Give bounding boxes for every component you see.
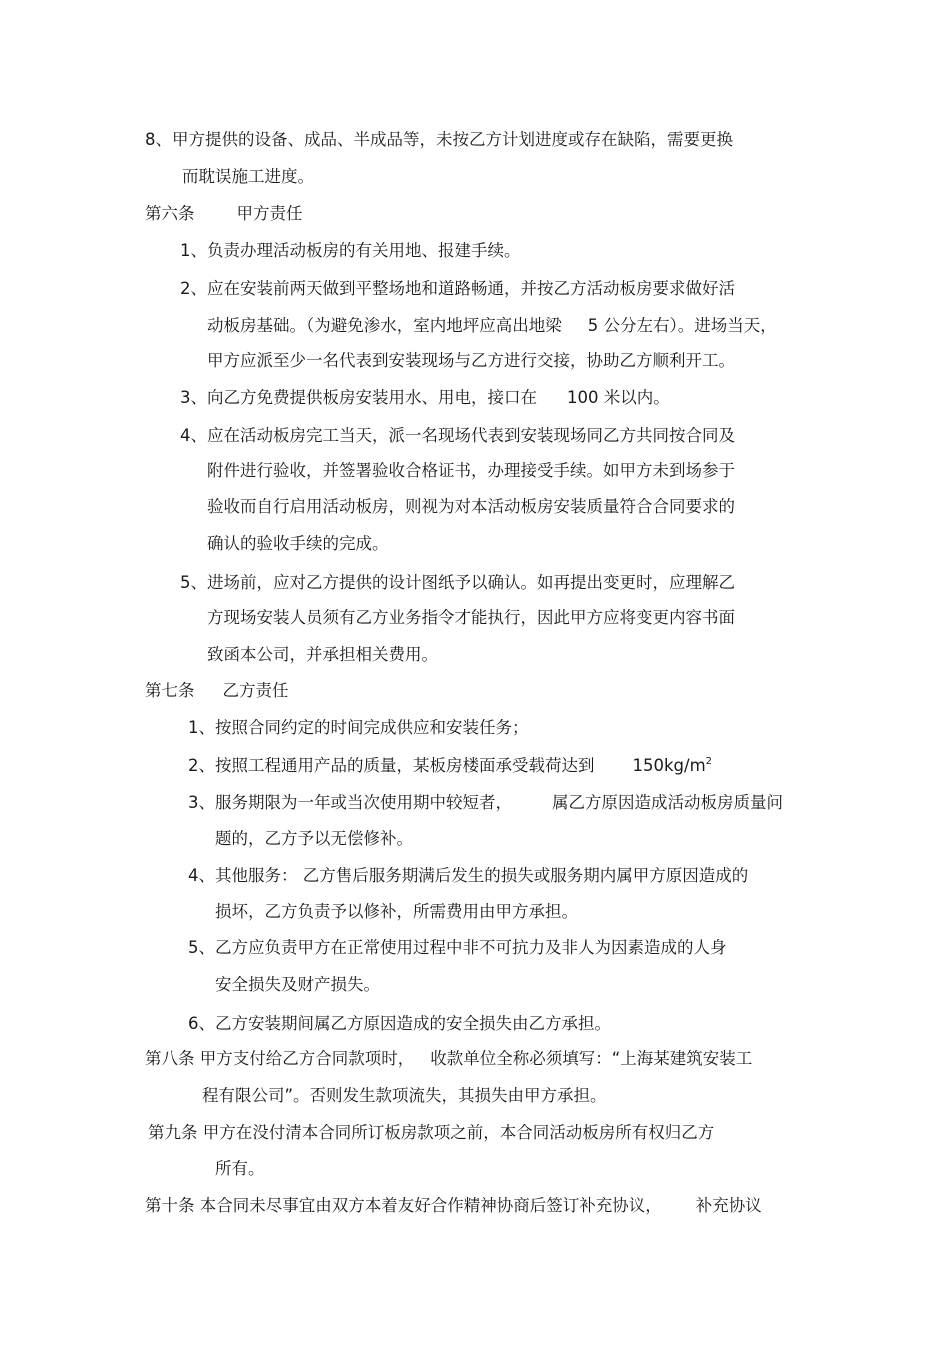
- article8-line1: 第八条 甲方支付给乙方合同款项时， 收款单位全称必须填写：“上海某建筑安装工: [145, 1049, 753, 1068]
- article7-item6: 6、乙方安装期间属乙方原因造成的安全损失由乙方承担。: [188, 1014, 611, 1033]
- article6-item3: 3、向乙方免费提供板房安装用水、用电，接口在 100 米以内。: [180, 388, 670, 407]
- article6-item4-line3: 验收而自行启用活动板房，则视为对本活动板房安装质量符合合同要求的: [207, 497, 735, 516]
- article7-item3-line2: 题的，乙方予以无偿修补。: [215, 829, 413, 848]
- article6-item4-line1: 4、应在活动板房完工当天，派一名现场代表到安装现场同乙方共同按合同及: [180, 426, 735, 445]
- article6-item5-line1: 5、进场前，应对乙方提供的设计图纸予以确认。如再提出变更时，应理解乙: [180, 573, 735, 592]
- article7-item3-line1: 3、服务期限为一年或当次使用期中较短者， 属乙方原因造成活动板房质量问: [188, 793, 783, 812]
- article6-heading: [145, 203, 303, 225]
- article6-item5-line2: 方现场安装人员须有乙方业务指令才能执行，因此甲方应将变更内容书面: [207, 608, 735, 627]
- article7-heading: [145, 680, 289, 702]
- article8-line2: 程有限公司”。否则发生款项流失，其损失由甲方承担。: [202, 1086, 607, 1105]
- article7-item4-line2: 损坏，乙方负责予以修补，所需费用由甲方承担。: [215, 902, 578, 921]
- article7-item5-line1: 5、乙方应负责甲方在正常使用过程中非不可抗力及非人为因素造成的人身: [188, 938, 727, 957]
- article6-item1: 1、负责办理活动板房的有关用地、报建手续。: [180, 241, 521, 260]
- article10-line1: 第十条 本合同未尽事宜由双方本着友好合作精神协商后签订补充协议， 补充协议: [145, 1196, 762, 1215]
- article6-item4-line4: 确认的验收手续的完成。: [207, 534, 389, 553]
- article7-item2: 2、按照工程通用产品的质量，某板房楼面承受载荷达到 $150kg/m^2$: [188, 756, 713, 775]
- article7-title: 乙方责任: [222, 681, 289, 700]
- article6-item2-line2: 动板房基础。（为避免渗水，室内地坪应高出地梁 5 公分左右）。进场当天，: [207, 316, 777, 335]
- item8-line1: 8、甲方提供的设备、成品、半成品等，未按乙方计划进度或存在缺陷，需要更换: [145, 130, 733, 149]
- article6-item2-line3: 甲方应派至少一名代表到安装现场与乙方进行交接，协助乙方顺利开工。: [207, 351, 735, 370]
- article6-item2-line1: 2、应在安装前两天做到平整场地和道路畅通，并按乙方活动板房要求做好活: [180, 279, 735, 298]
- article9-line1: 第九条 甲方在没付清本合同所订板房款项之前，本合同活动板房所有权归乙方: [148, 1123, 715, 1142]
- article7-item1: 1、按照合同约定的时间完成供应和安装任务；: [188, 718, 529, 737]
- article6-item5-line3: 致函本公司，并承担相关费用。: [207, 645, 438, 664]
- article7-item4-line1: 4、其他服务： 乙方售后服务期满后发生的损失或服务期内属甲方原因造成的: [188, 866, 749, 885]
- item8-line2: 而耽误施工进度。: [182, 167, 314, 186]
- article6-item4-line2: 附件进行验收，并签署验收合格证书，办理接受手续。如甲方未到场参于: [207, 461, 735, 480]
- article6-number: 第六条: [145, 204, 195, 223]
- article6-title: 甲方责任: [236, 204, 303, 223]
- article7-number: 第七条: [145, 681, 195, 700]
- article7-item5-line2: 安全损失及财产损失。: [215, 975, 380, 994]
- article9-line2: 所有。: [215, 1159, 265, 1178]
